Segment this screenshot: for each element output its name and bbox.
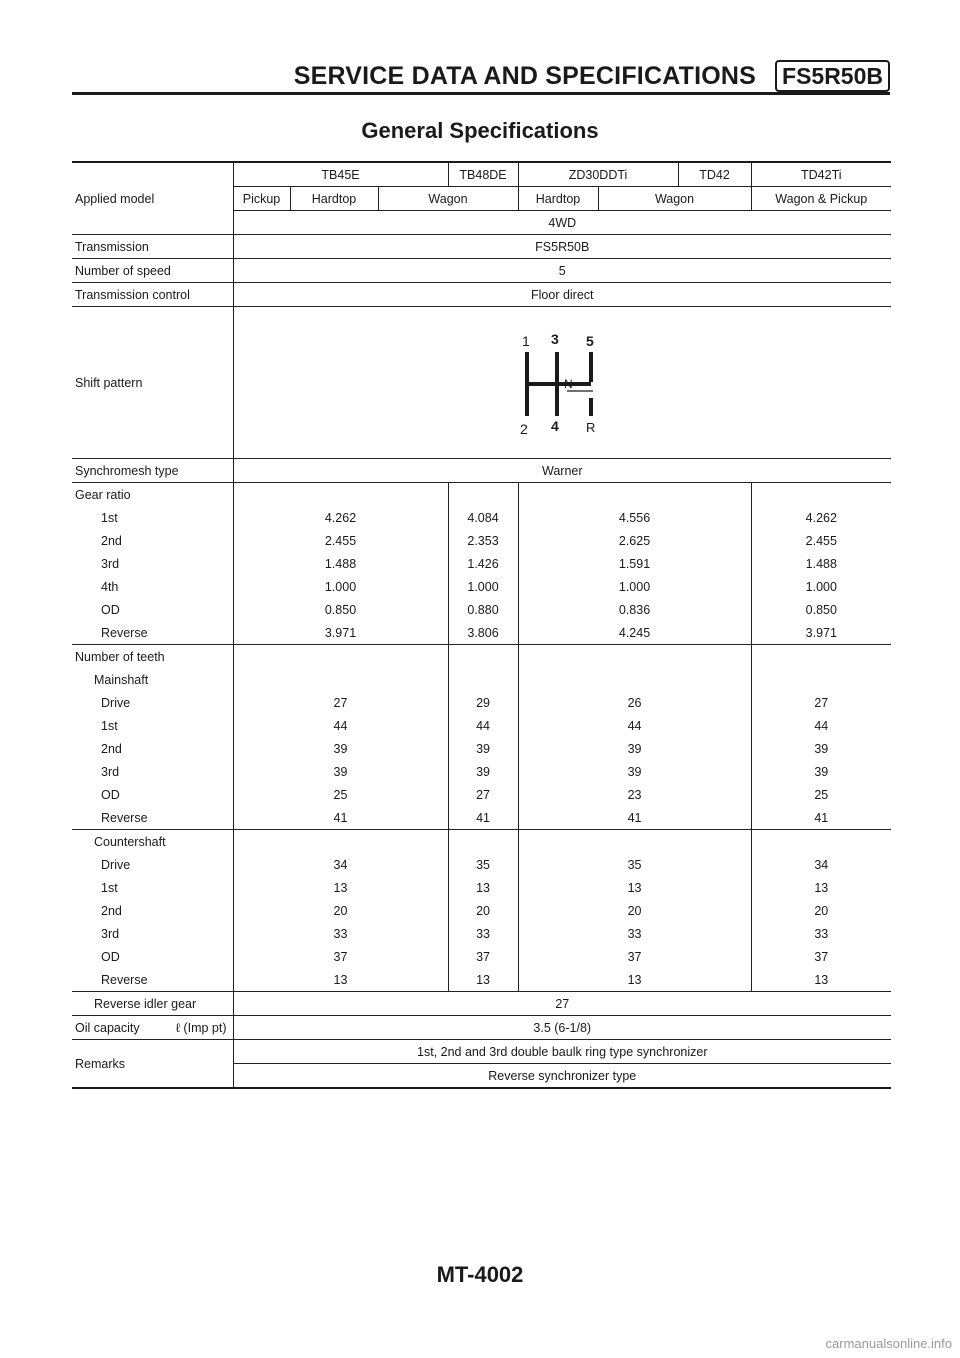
oil-label-cell <box>72 1016 233 1040</box>
control-label: Transmission control <box>72 283 233 307</box>
shift-glyph-2: 2 <box>520 420 529 437</box>
value-cell: 29 <box>448 691 518 714</box>
page-number: MT-4002 <box>436 1262 524 1287</box>
row-shift-pattern <box>72 307 891 459</box>
value-cell: 3.971 <box>233 621 448 645</box>
spec-row <box>72 737 891 760</box>
value-cell: 1.000 <box>448 575 518 598</box>
value-cell <box>448 668 518 691</box>
value-cell: 1.488 <box>751 552 891 575</box>
shift-glyph-r: R <box>586 419 596 435</box>
value-cell: 41 <box>233 806 448 830</box>
value-cell <box>518 483 751 507</box>
oil-value: 3.5 (6-1/8) <box>233 1016 891 1040</box>
value-cell: 2.625 <box>518 529 751 552</box>
value-cell: 20 <box>448 899 518 922</box>
value-cell: 13 <box>518 968 751 992</box>
spec-row <box>72 945 891 968</box>
row-label: 2nd <box>101 903 122 918</box>
countershaft-label-row <box>72 830 891 854</box>
shift-pattern-diagram <box>507 328 617 438</box>
value-cell: 34 <box>751 853 891 876</box>
oil-unit: ℓ (Imp pt) <box>175 1020 227 1035</box>
value-cell: 27 <box>448 783 518 806</box>
value-cell: 4.084 <box>448 506 518 529</box>
spec-row <box>72 853 891 876</box>
value-cell: 23 <box>518 783 751 806</box>
spec-row <box>72 899 891 922</box>
shift-glyph-1: 1 <box>522 332 531 349</box>
value-cell <box>448 645 518 669</box>
value-cell: 44 <box>751 714 891 737</box>
spec-row <box>72 506 891 529</box>
value-cell: 39 <box>233 760 448 783</box>
value-cell: 2.455 <box>751 529 891 552</box>
value-cell: 13 <box>518 876 751 899</box>
row-transmission <box>72 235 891 259</box>
value-cell: 4.262 <box>751 506 891 529</box>
engine-cell: TD42 <box>678 162 751 187</box>
value-cell: 0.836 <box>518 598 751 621</box>
value-cell: 39 <box>448 760 518 783</box>
teeth-label: Number of teeth <box>75 649 165 664</box>
row-label: Reverse <box>72 968 233 992</box>
value-cell: 37 <box>448 945 518 968</box>
row-speeds <box>72 259 891 283</box>
value-cell: 27 <box>751 691 891 714</box>
teeth-label-row <box>72 645 891 669</box>
section-title: General Specifications <box>361 118 599 143</box>
shift-pattern-label: Shift pattern <box>72 307 233 459</box>
row-remarks-1 <box>72 1040 891 1064</box>
row-label: Drive <box>101 857 131 872</box>
watermark: carmanualsonline.info <box>825 1336 952 1351</box>
shift-pattern-cell <box>233 307 891 459</box>
value-cell: 35 <box>448 853 518 876</box>
value-cell <box>448 483 518 507</box>
row-label: Reverse <box>72 806 233 830</box>
synchro-value: Warner <box>233 459 891 483</box>
value-cell: 4.245 <box>518 621 751 645</box>
engine-cell: TD42Ti <box>751 162 891 187</box>
value-cell: 1.000 <box>233 575 448 598</box>
spec-row <box>72 783 891 806</box>
value-cell: 34 <box>233 853 448 876</box>
spec-row <box>72 621 891 645</box>
value-cell: 1.488 <box>233 552 448 575</box>
value-cell: 39 <box>233 737 448 760</box>
value-cell: 4.262 <box>233 506 448 529</box>
value-cell: 25 <box>233 783 448 806</box>
value-cell <box>233 830 448 854</box>
value-cell: 0.850 <box>751 598 891 621</box>
shift-glyph-3: 3 <box>551 330 560 347</box>
remarks-label: Remarks <box>72 1040 233 1089</box>
row-label: OD <box>101 787 120 802</box>
shift-glyph-5: 5 <box>586 332 595 349</box>
value-cell: 33 <box>518 922 751 945</box>
value-cell: 2.455 <box>233 529 448 552</box>
value-cell: 20 <box>751 899 891 922</box>
speeds-value: 5 <box>233 259 891 283</box>
oil-label: Oil capacity <box>75 1020 140 1035</box>
value-cell: 39 <box>448 737 518 760</box>
body-cell: Hardtop <box>290 187 378 211</box>
row-idler <box>72 992 891 1016</box>
value-cell: 0.880 <box>448 598 518 621</box>
row-label: Reverse <box>72 621 233 645</box>
value-cell: 35 <box>518 853 751 876</box>
spec-row <box>72 529 891 552</box>
value-cell: 13 <box>751 968 891 992</box>
value-cell: 1.000 <box>518 575 751 598</box>
value-cell: 41 <box>448 806 518 830</box>
value-cell: 41 <box>518 806 751 830</box>
row-label: 2nd <box>101 741 122 756</box>
value-cell: 0.850 <box>233 598 448 621</box>
value-cell <box>518 668 751 691</box>
teeth-section <box>72 645 891 992</box>
drive-cell: 4WD <box>233 211 891 235</box>
spec-row <box>72 760 891 783</box>
value-cell: 1.000 <box>751 575 891 598</box>
value-cell: 37 <box>751 945 891 968</box>
row-control <box>72 283 891 307</box>
value-cell: 13 <box>233 876 448 899</box>
value-cell <box>233 483 448 507</box>
control-value: Floor direct <box>233 283 891 307</box>
spec-table <box>72 161 891 1089</box>
remark-line: Reverse synchronizer type <box>233 1064 891 1089</box>
engine-cell: ZD30DDTi <box>518 162 678 187</box>
value-cell: 39 <box>751 737 891 760</box>
spec-row <box>72 598 891 621</box>
mainshaft-label: Mainshaft <box>94 672 149 687</box>
gear-ratio-label: Gear ratio <box>75 487 131 502</box>
row-oil <box>72 1016 891 1040</box>
value-cell: 44 <box>448 714 518 737</box>
shift-glyph-4: 4 <box>551 417 560 434</box>
spec-row <box>72 968 891 992</box>
spec-row <box>72 806 891 830</box>
speeds-label: Number of speed <box>72 259 233 283</box>
value-cell <box>448 830 518 854</box>
value-cell <box>751 483 891 507</box>
shift-glyph-n: N <box>564 376 573 391</box>
value-cell: 13 <box>448 876 518 899</box>
gear-ratio-label-row <box>72 483 891 507</box>
spec-row <box>72 575 891 598</box>
engine-cell: TB48DE <box>448 162 518 187</box>
value-cell: 44 <box>233 714 448 737</box>
spec-row <box>72 714 891 737</box>
value-cell: 33 <box>751 922 891 945</box>
value-cell: 26 <box>518 691 751 714</box>
row-label: 1st <box>101 510 118 525</box>
body-cell: Wagon & Pickup <box>751 187 891 211</box>
row-label: 1st <box>101 718 118 733</box>
transmission-label: Transmission <box>72 235 233 259</box>
remark-line: 1st, 2nd and 3rd double baulk ring type synchronizer <box>233 1040 891 1064</box>
value-cell <box>518 645 751 669</box>
row-label: 3rd <box>101 556 120 571</box>
value-cell: 37 <box>233 945 448 968</box>
value-cell: 3.971 <box>751 621 891 645</box>
value-cell: 20 <box>518 899 751 922</box>
value-cell: 39 <box>518 760 751 783</box>
value-cell <box>751 645 891 669</box>
spec-row <box>72 922 891 945</box>
value-cell: 33 <box>448 922 518 945</box>
row-label: 1st <box>101 880 118 895</box>
header-code-badge: FS5R50B <box>775 60 890 92</box>
value-cell <box>233 645 448 669</box>
row-label: OD <box>101 949 120 964</box>
value-cell: 27 <box>233 691 448 714</box>
body-cell: Wagon <box>598 187 751 211</box>
value-cell: 33 <box>233 922 448 945</box>
body-cell: Wagon <box>378 187 518 211</box>
row-label: Drive <box>101 695 131 710</box>
value-cell: 37 <box>518 945 751 968</box>
idler-value: 27 <box>233 992 891 1016</box>
body-cell: Hardtop <box>518 187 598 211</box>
engine-cell: TB45E <box>233 162 448 187</box>
row-label: 3rd <box>101 764 120 779</box>
value-cell <box>751 830 891 854</box>
row-label: OD <box>101 602 120 617</box>
header-rule <box>72 92 890 95</box>
value-cell: 41 <box>751 806 891 830</box>
value-cell: 39 <box>518 737 751 760</box>
row-synchro <box>72 459 891 483</box>
value-cell: 13 <box>448 968 518 992</box>
value-cell: 3.806 <box>448 621 518 645</box>
synchro-label: Synchromesh type <box>72 459 233 483</box>
body-cell: Pickup <box>233 187 290 211</box>
row-engines <box>72 162 891 187</box>
row-label: 2nd <box>101 533 122 548</box>
countershaft-label: Countershaft <box>94 834 166 849</box>
value-cell: 13 <box>233 968 448 992</box>
header-title: SERVICE DATA AND SPECIFICATIONS <box>293 62 756 90</box>
row-label: 4th <box>101 579 119 594</box>
value-cell: 44 <box>518 714 751 737</box>
value-cell: 2.353 <box>448 529 518 552</box>
value-cell: 4.556 <box>518 506 751 529</box>
value-cell: 1.591 <box>518 552 751 575</box>
transmission-value: FS5R50B <box>233 235 891 259</box>
value-cell: 13 <box>751 876 891 899</box>
mainshaft-label-row <box>72 668 891 691</box>
spec-row <box>72 552 891 575</box>
value-cell <box>751 668 891 691</box>
value-cell: 20 <box>233 899 448 922</box>
value-cell: 25 <box>751 783 891 806</box>
value-cell: 1.426 <box>448 552 518 575</box>
gear-ratio-section <box>72 483 891 645</box>
spec-row <box>72 876 891 899</box>
value-cell <box>233 668 448 691</box>
value-cell <box>518 830 751 854</box>
idler-label: Reverse idler gear <box>72 992 233 1016</box>
applied-model-label: Applied model <box>72 162 233 235</box>
value-cell: 39 <box>751 760 891 783</box>
page-header <box>72 58 890 92</box>
spec-row <box>72 691 891 714</box>
row-label: 3rd <box>101 926 120 941</box>
